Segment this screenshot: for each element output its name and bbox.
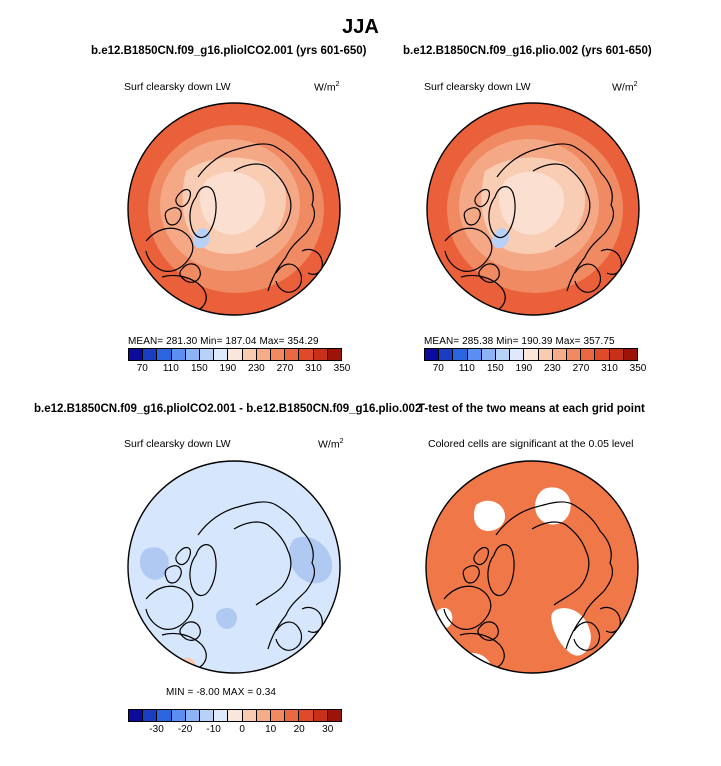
panel-title-top-left: b.e12.B1850CN.f09_g16.pliolCO2.001 (yrs 601-650) [91,45,367,57]
colorbar-swatch [186,710,200,721]
colorbar-swatch [228,349,242,360]
colorbar-swatch [610,349,624,360]
colorbar-tick-label: 0 [239,724,245,735]
colorbar-swatch [581,349,595,360]
stats-bottom-left: MIN = -8.00 MAX = 0.34 [166,687,277,698]
colorbar-swatch [228,710,242,721]
colorbar-swatch [257,349,271,360]
colorbar-tick-label: 270 [572,363,590,374]
units-label-top-left: $W/m^2$ [314,81,340,94]
colorbar-tick-label: 70 [136,363,148,374]
colorbar-tick-label: 230 [248,363,265,374]
colorbar-tick-label: 70 [432,363,444,374]
colorbar-swatch [243,710,257,721]
colorbar-swatch [214,710,228,721]
variable-label-bottom-left: Surf clearsky down LW [124,438,231,450]
colorbar-bottom-left [128,709,342,722]
significance-note: Colored cells are significant at the 0.05 level [428,438,634,450]
colorbar-swatch [482,349,496,360]
colorbar-tick-label: 150 [486,363,504,374]
stats-top-left: MEAN= 281.30 Min= 187.04 Max= 354.29 [128,336,319,347]
colorbar-swatch [143,349,157,360]
colorbar-tick-label: 30 [322,724,334,735]
colorbar-top-left [128,348,342,361]
colorbar-swatch [129,349,143,360]
colorbar-tick-label: 270 [276,363,294,374]
polar-map-bottom-right [424,459,640,675]
colorbar-swatch [129,710,143,721]
colorbar-swatch [328,349,341,360]
colorbar-tick-label: 350 [629,363,647,374]
colorbar-tick-label: -10 [206,724,221,735]
colorbar-swatch [271,349,285,360]
colorbar-tick-label: 190 [219,363,237,374]
colorbar-ticks-top-left [128,363,351,377]
colorbar-swatch [157,349,171,360]
colorbar-swatch [285,349,299,360]
panel-title-bottom-left: b.e12.B1850CN.f09_g16.pliolCO2.001 - b.e12.B1850CN.f09_g16.plio.002 [34,403,422,415]
colorbar-swatch [314,349,328,360]
colorbar-swatch [243,349,257,360]
colorbar-tick-label: 20 [293,724,305,735]
colorbar-swatch [567,349,581,360]
colorbar-ticks-bottom-left [128,724,342,738]
colorbar-ticks-top-right [424,363,647,377]
colorbar-swatch [200,710,214,721]
colorbar-tick-label: 310 [601,363,618,374]
map-field [126,459,342,675]
colorbar-tick-label: -30 [149,724,164,735]
map-field [424,459,640,675]
colorbar-swatch [285,710,299,721]
colorbar-tick-label: 150 [190,363,208,374]
colorbar-swatch [314,710,328,721]
variable-label-top-left: Surf clearsky down LW [124,81,231,93]
variable-label-top-right: Surf clearsky down LW [424,81,531,93]
colorbar-swatch [595,349,609,360]
colorbar-swatch [172,349,186,360]
map-field [425,101,641,317]
figure-title: JJA [342,16,379,38]
colorbar-swatch [524,349,538,360]
map-field [126,101,342,317]
colorbar-swatch [439,349,453,360]
colorbar-swatch [624,349,637,360]
colorbar-swatch [157,710,171,721]
colorbar-swatch [553,349,567,360]
colorbar-tick-label: 310 [305,363,322,374]
colorbar-swatch [453,349,467,360]
colorbar-tick-label: 350 [333,363,351,374]
stats-top-right: MEAN= 285.38 Min= 190.39 Max= 357.75 [424,336,615,347]
colorbar-swatch [496,349,510,360]
colorbar-swatch [271,710,285,721]
colorbar-swatch [510,349,524,360]
colorbar-swatch [468,349,482,360]
polar-map-bottom-left [126,459,342,675]
colorbar-tick-label: 110 [162,363,179,374]
colorbar-swatch [425,349,439,360]
colorbar-swatch [172,710,186,721]
colorbar-top-right [424,348,638,361]
units-label-top-right: $W/m^2$ [612,81,638,94]
units-label-bottom-left: $W/m^2$ [318,438,344,451]
panel-title-top-right: b.e12.B1850CN.f09_g16.plio.002 (yrs 601-650) [403,45,652,57]
colorbar-tick-label: 110 [458,363,475,374]
colorbar-swatch [257,710,271,721]
panel-title-bottom-right: T-test of the two means at each grid point [418,403,645,415]
colorbar-swatch [143,710,157,721]
colorbar-swatch [299,710,313,721]
colorbar-swatch [539,349,553,360]
colorbar-tick-label: 190 [515,363,533,374]
polar-map-top-right [425,101,641,317]
colorbar-swatch [328,710,341,721]
colorbar-tick-label: 10 [265,724,277,735]
colorbar-tick-label: 230 [544,363,561,374]
colorbar-swatch [299,349,313,360]
polar-map-top-left [126,101,342,317]
colorbar-swatch [200,349,214,360]
colorbar-swatch [214,349,228,360]
colorbar-swatch [186,349,200,360]
colorbar-tick-label: -20 [177,724,193,735]
